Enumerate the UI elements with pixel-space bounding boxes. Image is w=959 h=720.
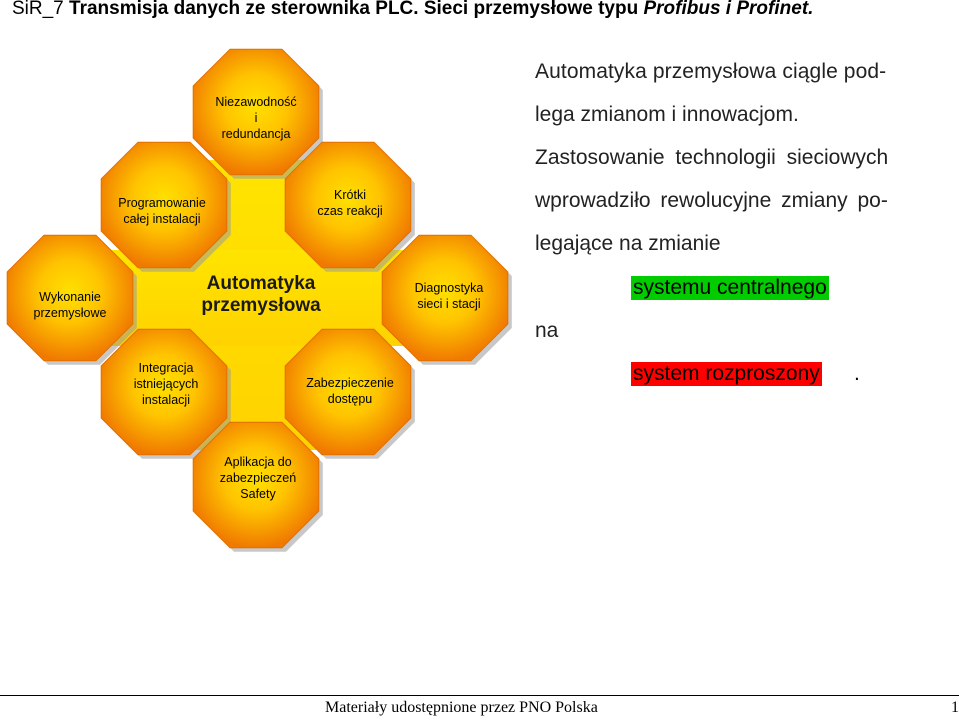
- node-line: istniejących: [133, 377, 199, 391]
- node-line: Niezawodność: [215, 95, 297, 109]
- node-line: Wykonanie: [39, 290, 101, 304]
- center-label-line: Automatyka: [206, 273, 316, 294]
- node-line: sieci i stacji: [417, 297, 481, 311]
- node-line: całej instalacji: [123, 212, 201, 226]
- center-label-line: przemysłowa: [201, 295, 321, 316]
- text-line-2: lega zmianom i innowacjom.: [535, 103, 799, 126]
- node-line: instalacji: [142, 393, 190, 407]
- center-label: [201, 273, 320, 317]
- title-bold: Transmisja danych ze sterownika PLC. Sieci przemysłowe typu: [69, 0, 644, 19]
- node-line: czas reakcji: [317, 204, 383, 218]
- text-line-5: legające na zmianie: [535, 232, 721, 255]
- footer-divider: [0, 695, 959, 696]
- footer-text: Materiały udostępnione przez PNO Polska: [325, 699, 598, 716]
- node-line: przemysłowe: [33, 306, 107, 320]
- node-line: Diagnostyka: [414, 281, 484, 295]
- node-zabezpieczenie: [306, 375, 394, 407]
- node-line: Safety: [240, 487, 276, 501]
- title-prefix: SiR_7: [12, 0, 70, 19]
- node-line: Aplikacja do: [224, 455, 292, 469]
- text-period: .: [854, 362, 860, 385]
- node-diagnostyka: [415, 280, 484, 312]
- node-integracja: [134, 360, 199, 408]
- text-na: na: [535, 319, 559, 342]
- node-line: Programowanie: [118, 196, 206, 210]
- node-line: zabezpieczeń: [219, 471, 297, 485]
- title-italic: Profibus i Profinet.: [643, 0, 814, 19]
- text-line-1: Automatyka przemysłowa ciągle pod-: [535, 60, 887, 83]
- node-line: Krótki: [334, 188, 366, 202]
- text-line-3: Zastosowanie technologii sieciowych: [535, 146, 889, 169]
- node-line: dostępu: [327, 392, 373, 406]
- footer: [0, 695, 959, 720]
- node-programowanie: [118, 195, 206, 227]
- node-line: Zabezpieczenie: [306, 376, 394, 390]
- node-krotki: [317, 187, 382, 219]
- node-aplikacja: [220, 454, 296, 502]
- node-wykonanie: [34, 289, 107, 321]
- text-line-4: wprowadziło rewolucyjne zmiany po-: [535, 189, 888, 212]
- page-number: 1: [951, 699, 959, 716]
- node-niezawodnosc: [215, 94, 296, 142]
- highlight-centralized: systemu centralnego: [633, 276, 827, 299]
- node-line: i: [254, 111, 258, 125]
- node-line: redundancja: [221, 127, 291, 141]
- node-line: Integracja: [138, 361, 194, 375]
- highlight-distributed: system rozproszony: [633, 362, 820, 385]
